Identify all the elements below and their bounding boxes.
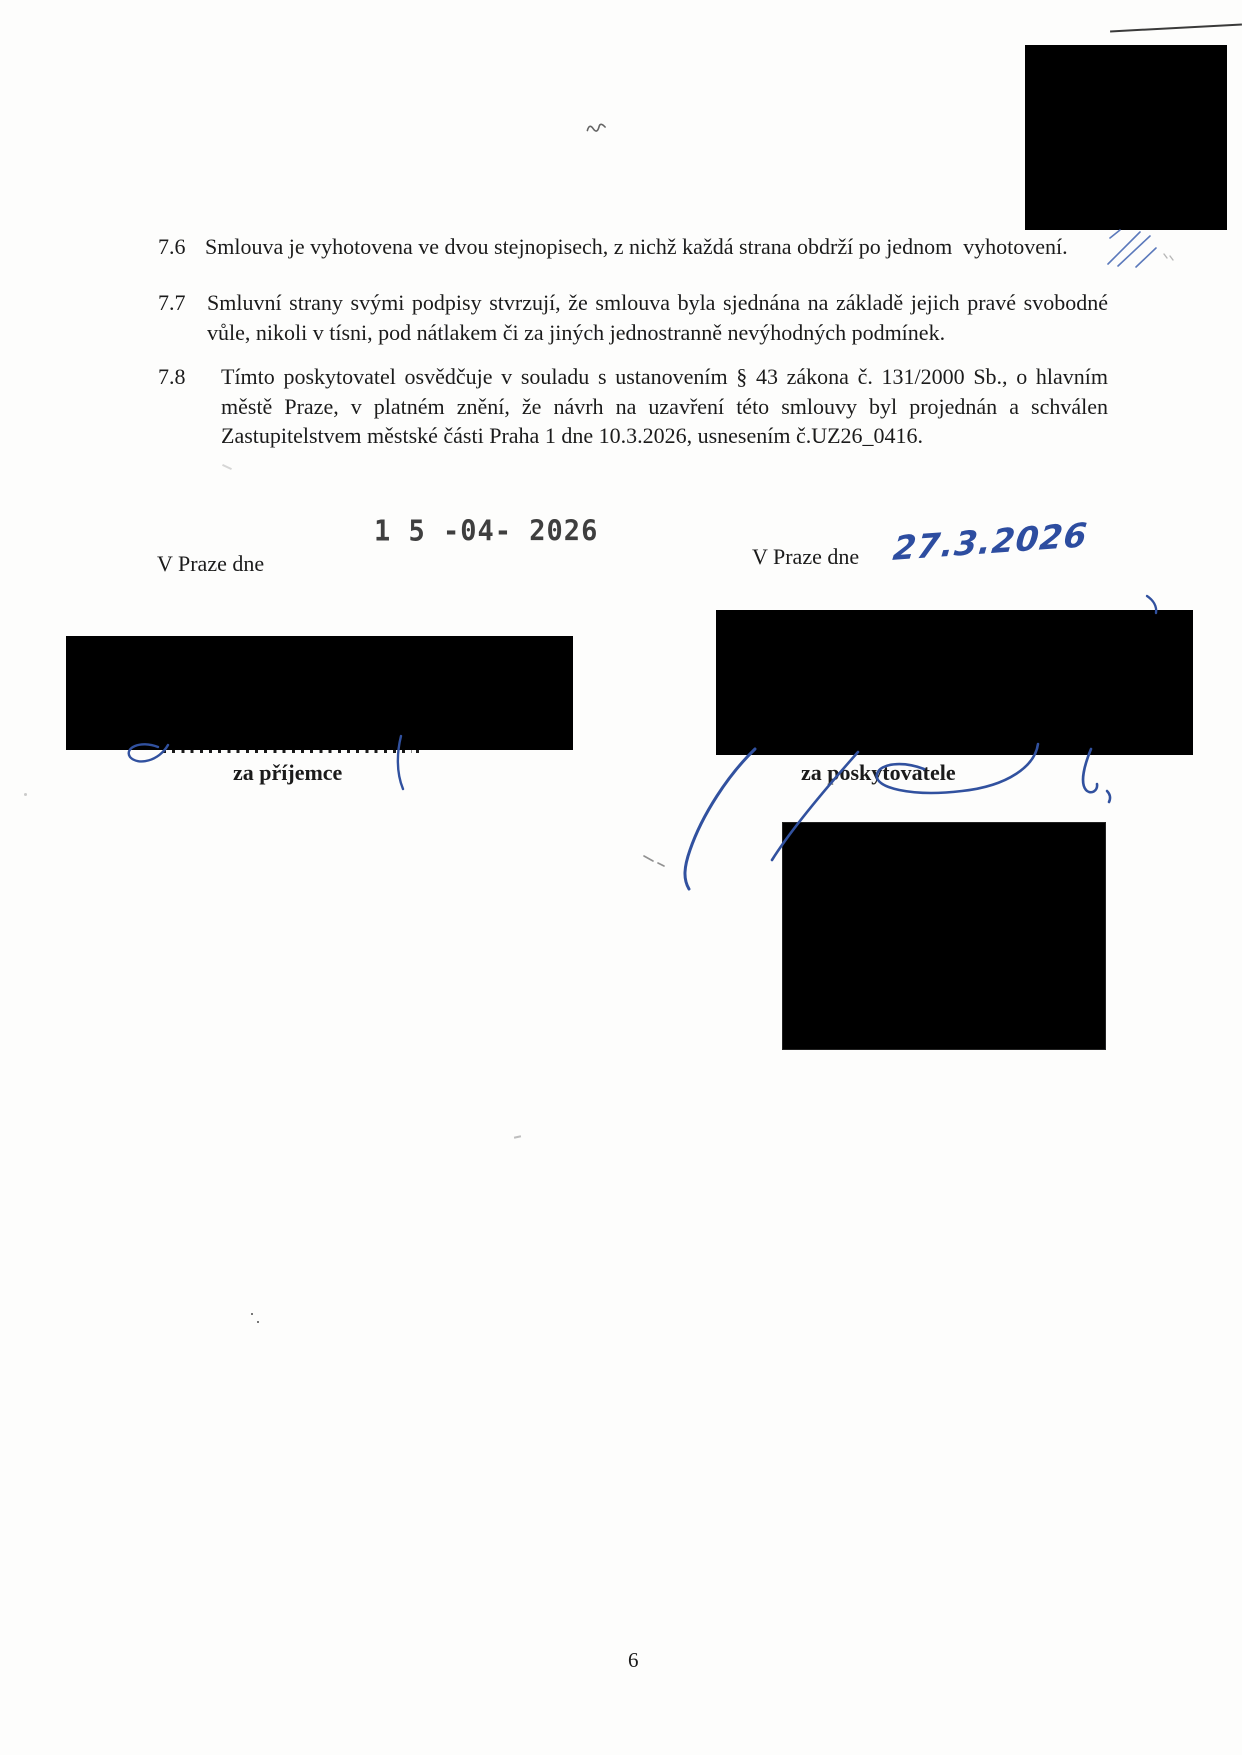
- scan-squiggle: [585, 118, 611, 135]
- scan-speck: [251, 1313, 253, 1315]
- scan-speck: [24, 793, 27, 796]
- clause-number: 7.7: [158, 290, 186, 315]
- place-date-right: V Praze dne: [752, 544, 860, 569]
- clause-number: 7.6: [158, 234, 186, 259]
- scan-speck: [222, 464, 232, 470]
- date-stamp: 1 5 -04- 2026: [374, 515, 599, 548]
- signature-ink-provider: [580, 560, 1242, 910]
- scan-speck: [257, 1321, 259, 1323]
- stamp-fragment: [1106, 224, 1178, 272]
- clause-text: Zastupitelstvem městské části Praha 1 dne 10.3.2026, usnesením č.UZ26_0416.: [221, 423, 924, 448]
- page-number: 6: [628, 1648, 639, 1672]
- scan-artifact-line: [1110, 24, 1242, 33]
- role-label-recipient: za příjemce: [233, 760, 343, 785]
- clause-text: městě Praze, v platném znění, že návrh na uzavření této smlouvy byl projednán a schválen: [221, 393, 1108, 419]
- clause-text: vůle, nikoli v tísni, pod nátlakem či za jiných jednostranně nevýhodných podmínek.: [207, 319, 946, 345]
- clause-text: Tímto poskytovatel osvědčuje v souladu s ustanovením § 43 zákona č. 131/2000 Sb., o hlavním: [221, 364, 1108, 389]
- redaction-box-top-right: [1025, 45, 1227, 230]
- handwritten-date: 27.3.2026: [891, 515, 1090, 568]
- scan-speck: [514, 1135, 521, 1138]
- clause-text: Smlouva je vyhotovena ve dvou stejnopisech, z nichž každá strana obdrží po jednom vyhotovení.: [205, 234, 1068, 259]
- clause-text: Smluvní strany svými podpisy stvrzují, že smlouva byla sjednána na základě jejich pravé svobodné: [207, 290, 1108, 315]
- place-date-left: V Praze dne: [157, 551, 265, 576]
- clause-number: 7.8: [158, 364, 186, 389]
- signature-ink-recipient: [120, 728, 430, 808]
- role-label-provider: za poskytovatele: [801, 760, 956, 785]
